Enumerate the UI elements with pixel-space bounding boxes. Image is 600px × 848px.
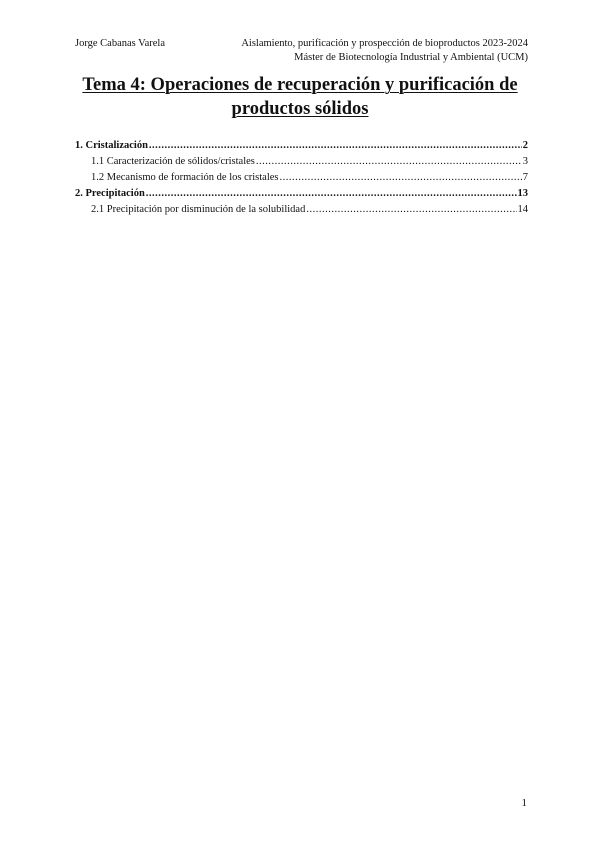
toc-entry-precipitacion[interactable] xyxy=(75,186,528,202)
document-title-line2: productos sólidos xyxy=(231,99,369,119)
toc-entry-page: 2 xyxy=(522,140,528,151)
toc-leader-dots xyxy=(280,170,522,186)
toc-entry-page: 7 xyxy=(522,172,528,183)
toc-entry-label: 2.1 Precipitación por disminución de la solubilidad xyxy=(91,204,306,215)
toc-entry-label: 1.2 Mecanismo de formación de los cristales xyxy=(91,172,279,183)
toc-leader-dots xyxy=(256,154,522,170)
toc-entry-label: 1.1 Caracterización de sólidos/cristales xyxy=(91,156,255,167)
toc-entry-page: 14 xyxy=(517,204,528,215)
toc-entry-caracterizacion[interactable] xyxy=(75,154,528,170)
toc-leader-dots xyxy=(146,186,517,202)
toc-entry-page: 3 xyxy=(522,156,528,167)
toc-leader-dots xyxy=(306,202,516,218)
document-title-line1: Tema 4: Operaciones de recuperación y purificación de xyxy=(82,75,518,95)
document-title xyxy=(70,73,530,121)
header-course-title: Aislamiento, purificación y prospección de bioproductos 2023-2024 xyxy=(241,38,528,49)
header-author: Jorge Cabanas Varela xyxy=(75,38,165,49)
toc-entry-cristalizacion[interactable] xyxy=(75,138,528,154)
toc-entry-label: 1. Cristalización xyxy=(75,140,148,151)
table-of-contents xyxy=(75,138,528,218)
header-program: Máster de Biotecnología Industrial y Ambiental (UCM) xyxy=(294,52,528,63)
toc-entry-label: 2. Precipitación xyxy=(75,188,145,199)
page-number: 1 xyxy=(521,797,527,809)
toc-leader-dots xyxy=(149,138,522,154)
toc-entry-precipitacion-solubilidad[interactable] xyxy=(75,202,528,218)
header-course xyxy=(241,37,528,65)
toc-entry-mecanismo[interactable] xyxy=(75,170,528,186)
toc-entry-page: 13 xyxy=(517,188,528,199)
